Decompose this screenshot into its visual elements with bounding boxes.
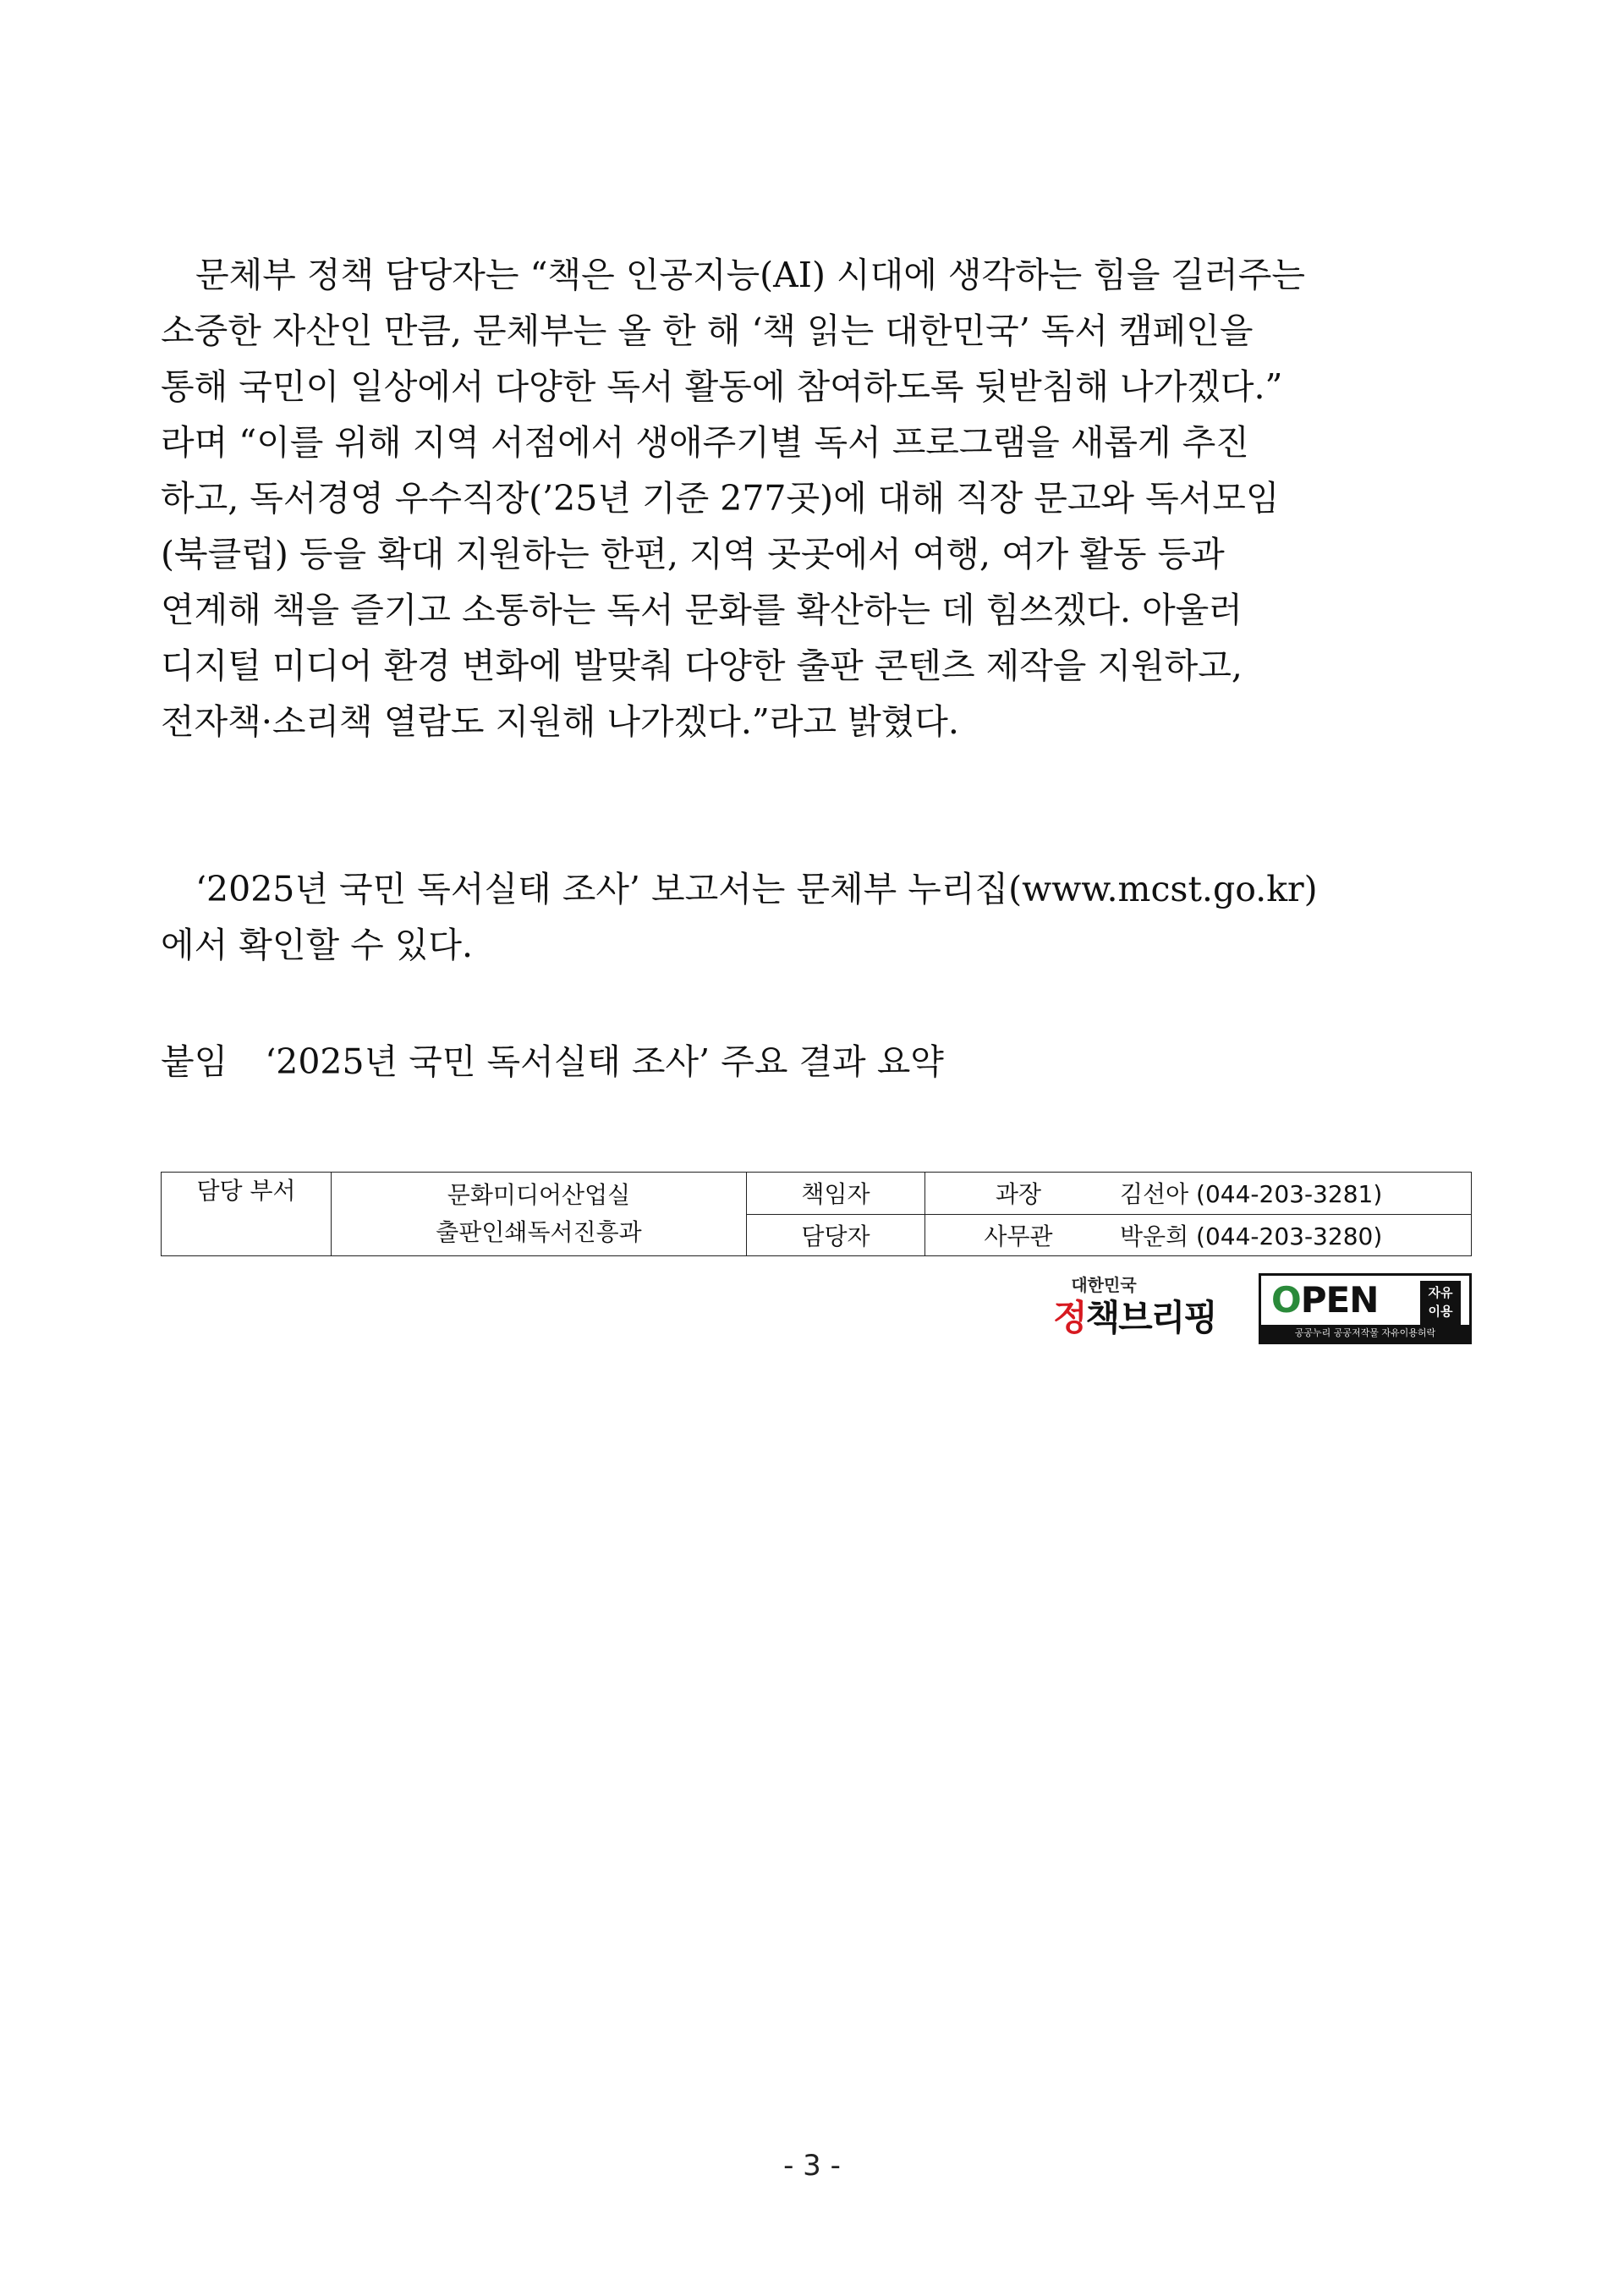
role-cell: 책임자 (747, 1173, 925, 1215)
dept-office: 문화미디어산업실 (447, 1181, 631, 1209)
table-row (162, 1173, 1472, 1215)
statement-paragraph (161, 247, 1472, 750)
open-wordmark: OPEN (1271, 1279, 1379, 1321)
paragraph-line: 문체부 정책 담당자는 “책은 인공지능(AI) 시대에 생각하는 힘을 길러주는 (161, 255, 1305, 295)
person-cell: 김선아 (044-203-3281) (1111, 1173, 1472, 1215)
report-link-paragraph (161, 861, 1472, 973)
attachment-line (161, 1034, 944, 1090)
dept-name-cell (332, 1173, 747, 1256)
free-use-badge: 자유 이용 (1420, 1281, 1461, 1325)
logo-bar (0, 1272, 1624, 1348)
paragraph-line: ‘2025년 국민 독서실태 조사’ 보고서는 문체부 누리집(www.mcst.go.kr) (161, 869, 1318, 909)
title-cell: 사무관 (925, 1214, 1112, 1256)
policy-briefing-logo (1053, 1272, 1222, 1348)
attachment-label: 붙임 (161, 1041, 228, 1082)
open-license-logo (1259, 1273, 1472, 1344)
logo-wordmark: 정책브리핑 (1053, 1297, 1216, 1338)
dept-header-cell: 담당 부서 (162, 1173, 332, 1256)
paragraph-line: 라며 “이를 위해 지역 서점에서 생애주기별 독서 프로그램을 새롭게 추진 (161, 422, 1249, 463)
paragraph-line: 하고, 독서경영 우수직장(’25년 기준 277곳)에 대해 직장 문고와 독서모임 (161, 478, 1280, 519)
title-cell: 과장 (925, 1173, 1112, 1215)
paragraph-line: 통해 국민이 일상에서 다양한 독서 활동에 참여하도록 뒷받침해 나가겠다.” (161, 366, 1283, 407)
logo-small-text: 대한민국 (1071, 1275, 1137, 1295)
paragraph-line: (북클럽) 등을 확대 지원하는 한편, 지역 곳곳에서 여행, 여가 활동 등과 (161, 534, 1225, 574)
paragraph-line: 전자책·소리책 열람도 지원해 나가겠다.”라고 밝혔다. (161, 701, 959, 742)
paragraph-line: 소중한 자산인 만큼, 문체부는 올 한 해 ‘책 읽는 대한민국’ 독서 캠페인을 (161, 310, 1254, 351)
page-number: - 3 - (783, 2149, 841, 2183)
contact-table (161, 1172, 1472, 1256)
license-footer: 공공누리 공공저작물 자유이용허락 (1261, 1325, 1469, 1342)
paragraph-line: 에서 확인할 수 있다. (161, 925, 473, 965)
dept-division: 출판인쇄독서진흥과 (436, 1218, 642, 1246)
person-cell: 박운희 (044-203-3280) (1111, 1214, 1472, 1256)
paragraph-line: 연계해 책을 즐기고 소통하는 독서 문화를 확산하는 데 힘쓰겠다. 아울러 (161, 590, 1243, 630)
paragraph-line: 디지털 미디어 환경 변화에 발맞춰 다양한 출판 콘텐츠 제작을 지원하고, (161, 645, 1243, 686)
role-cell: 담당자 (747, 1214, 925, 1256)
attachment-title: ‘2025년 국민 독서실태 조사’ 주요 결과 요약 (265, 1041, 944, 1082)
